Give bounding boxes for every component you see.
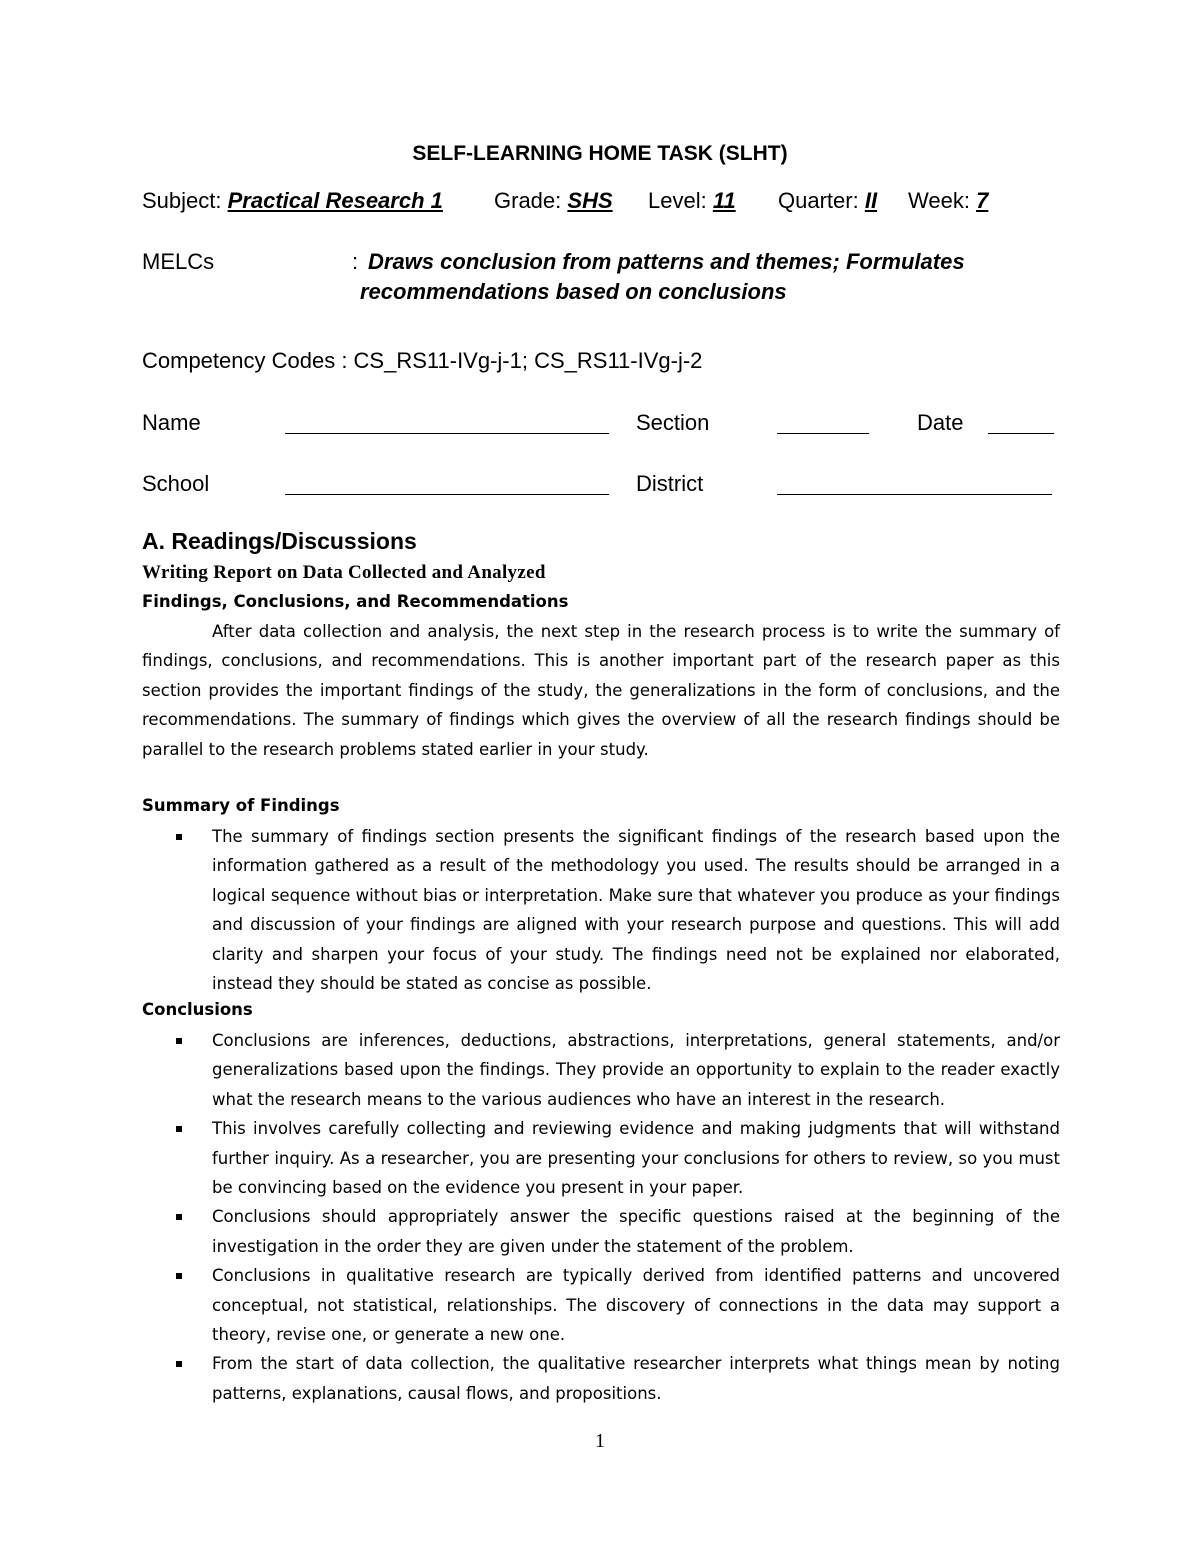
section-label: Section [636, 410, 710, 435]
list-item [142, 1261, 1060, 1349]
bullet-icon [176, 1273, 182, 1279]
list-item-text: From the start of data collection, the qualitative researcher interprets what things mean by noting patterns, explanations, causal flows, and propositions. [212, 1354, 1060, 1403]
subject-label: Subject: [142, 188, 222, 213]
list-item [142, 822, 1060, 998]
section-a-heading: A. Readings/Discussions [142, 528, 417, 554]
intro-paragraph [142, 617, 1060, 764]
week-label: Week: [908, 188, 970, 213]
bullet-icon [176, 834, 182, 840]
conclusions-heading: Conclusions [142, 1000, 253, 1019]
conclusions-list [142, 1026, 1060, 1408]
document-title: SELF-LEARNING HOME TASK (SLHT) [412, 142, 788, 165]
date-label: Date [917, 410, 964, 435]
page-number: 1 [595, 1430, 605, 1452]
level-field [648, 188, 736, 214]
week-field [908, 188, 988, 214]
quarter-label: Quarter: [778, 188, 859, 213]
bullet-icon [176, 1038, 182, 1044]
week-value: 7 [976, 188, 989, 213]
summary-heading: Summary of Findings [142, 796, 340, 815]
list-item [142, 1349, 1060, 1408]
grade-value: SHS [567, 188, 613, 213]
subject-field [142, 188, 443, 214]
school-label: School [142, 471, 210, 496]
list-item-text: Conclusions should appropriately answer the specific questions raised at the beginning of the investigation in the order they are given under the statement of the problem. [212, 1207, 1060, 1256]
melcs-colon: : [352, 249, 359, 274]
melcs-label: MELCs [142, 249, 215, 274]
bullet-icon [176, 1214, 182, 1220]
subject-value: Practical Research 1 [227, 188, 443, 213]
level-value: 11 [712, 188, 736, 213]
competency-codes: Competency Codes : CS_RS11-IVg-j-1; CS_RS11-IVg-j-2 [142, 348, 703, 373]
quarter-value: II [864, 188, 878, 213]
date-field[interactable] [988, 433, 1054, 434]
section-field[interactable] [777, 433, 869, 434]
level-label: Level: [648, 188, 707, 213]
findings-conclusions-heading: Findings, Conclusions, and Recommendations [142, 592, 569, 611]
list-item [142, 1114, 1060, 1202]
name-field[interactable] [285, 433, 609, 434]
intro-paragraph-text: After data collection and analysis, the next step in the research process is to write the summary of findings, conclusions, and recommendations. This is another important part of the research paper as this section provides the important findings of the study, the generalizations in the form of conclusions, and the recommendations. The summary of findings which gives the overview of all the research findings should be parallel to the research problems stated earlier in your study. [142, 622, 1060, 759]
district-field[interactable] [777, 494, 1052, 495]
quarter-field [778, 188, 877, 214]
summary-list [142, 822, 1060, 998]
name-label: Name [142, 410, 201, 435]
list-item-text: The summary of findings section presents the significant findings of the research based upon the information gathered as a result of the methodology you used. The results should be arranged in a logical sequence without bias or interpretation. Make sure that whatever you produce as your findings and discussion of your findings are aligned with your research purpose and questions. This will add clarity and sharpen your focus of your study. The findings need not be explained nor elaborated, instead they should be stated as concise as possible. [212, 827, 1060, 994]
district-label: District [636, 471, 704, 496]
list-item-text: This involves carefully collecting and reviewing evidence and making judgments that will withstand further inquiry. As a researcher, you are presenting your conclusions for others to review, so you must be convincing based on the evidence you present in your paper. [212, 1119, 1060, 1198]
bullet-icon [176, 1361, 182, 1367]
school-field[interactable] [285, 494, 609, 495]
list-item [142, 1202, 1060, 1261]
list-item-text: Conclusions in qualitative research are typically derived from identified patterns and uncovered conceptual, not statistical, relationships. The discovery of connections in the data may support a theory, revise one, or generate a new one. [212, 1266, 1060, 1345]
list-item-text: Conclusions are inferences, deductions, abstractions, interpretations, general statements, and/or generalizations based upon the findings. They provide an opportunity to explain to the reader exactly what the research means to the various audiences who have an interest in the research. [212, 1031, 1060, 1109]
melcs-line-2: recommendations based on conclusions [360, 279, 787, 304]
grade-label: Grade: [494, 188, 562, 213]
grade-field [494, 188, 613, 214]
report-heading: Writing Report on Data Collected and Analyzed [142, 562, 546, 583]
list-item [142, 1026, 1060, 1114]
melcs-line-1: Draws conclusion from patterns and themes; Formulates [368, 249, 965, 274]
bullet-icon [176, 1126, 182, 1132]
